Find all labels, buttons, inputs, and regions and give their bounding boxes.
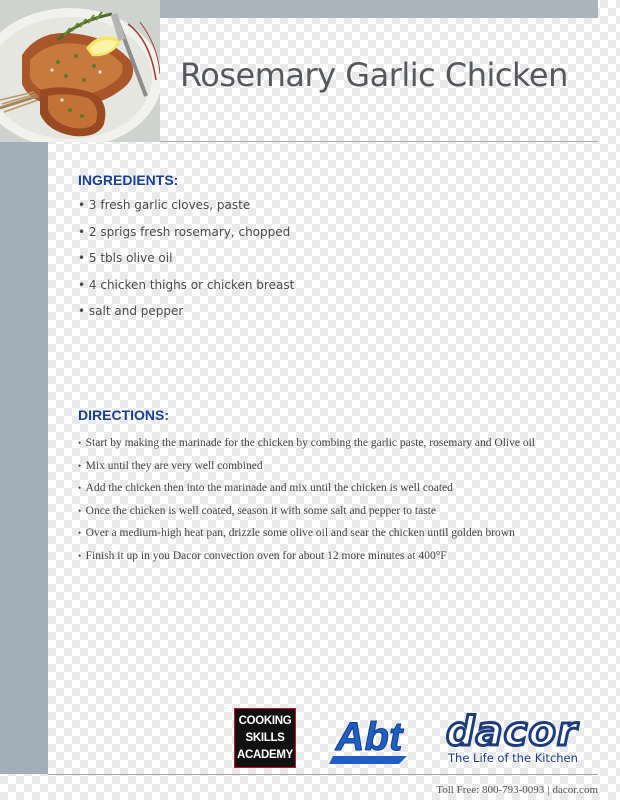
direction-step: • Add the chicken then into the marinade and mix until the chicken is well coated — [78, 477, 548, 500]
toll-free-number: Toll Free: 800-793-0093 — [436, 784, 545, 796]
ingredient-item: • 5 tbls olive oil — [78, 251, 294, 278]
top-accent-bar — [160, 0, 598, 18]
ingredients-heading: INGREDIENTS: — [78, 172, 179, 188]
directions-heading: DIRECTIONS: — [78, 407, 169, 423]
recipe-title: Rosemary Garlic Chicken — [180, 56, 568, 94]
logo-word: COOKING — [238, 714, 292, 727]
left-accent-bar — [0, 142, 48, 774]
abt-logo — [329, 706, 413, 766]
dacor-tagline: The Life of the Kitchen — [448, 751, 578, 765]
direction-step: • Mix until they are very well combined — [78, 455, 548, 478]
ingredient-item: • 2 sprigs fresh rosemary, chopped — [78, 225, 294, 252]
dacor-logo-text: dacor — [446, 709, 578, 751]
abt-logo-text: Abt — [335, 715, 403, 759]
ingredients-list — [78, 198, 294, 331]
directions-list — [78, 432, 548, 567]
website-link[interactable]: dacor.com — [552, 784, 598, 796]
logo-word: ACADEMY — [236, 748, 294, 761]
ingredient-item: • 3 fresh garlic cloves, paste — [78, 198, 294, 225]
cooking-skills-academy-logo — [234, 708, 296, 768]
title-divider — [160, 141, 598, 142]
dacor-logo — [444, 707, 600, 769]
ingredient-item: • 4 chicken thighs or chicken breast — [78, 278, 294, 305]
ingredient-item: • salt and pepper — [78, 304, 294, 331]
direction-step: • Once the chicken is well coated, season it with some salt and pepper to taste — [78, 500, 548, 523]
logo-word: SKILLS — [245, 731, 285, 744]
footer-contact — [436, 784, 598, 796]
footer-separator: | — [547, 784, 550, 796]
direction-step: • Finish it up in you Dacor convection oven for about 12 more minutes at 400°F — [78, 545, 548, 568]
direction-step: • Start by making the marinade for the chicken by combing the garlic paste, rosemary and Olive oil — [78, 432, 548, 455]
chicken-photo — [0, 0, 160, 142]
footer-divider — [48, 774, 598, 775]
direction-step: • Over a medium-high heat pan, drizzle some olive oil and sear the chicken until golden brown — [78, 522, 548, 545]
